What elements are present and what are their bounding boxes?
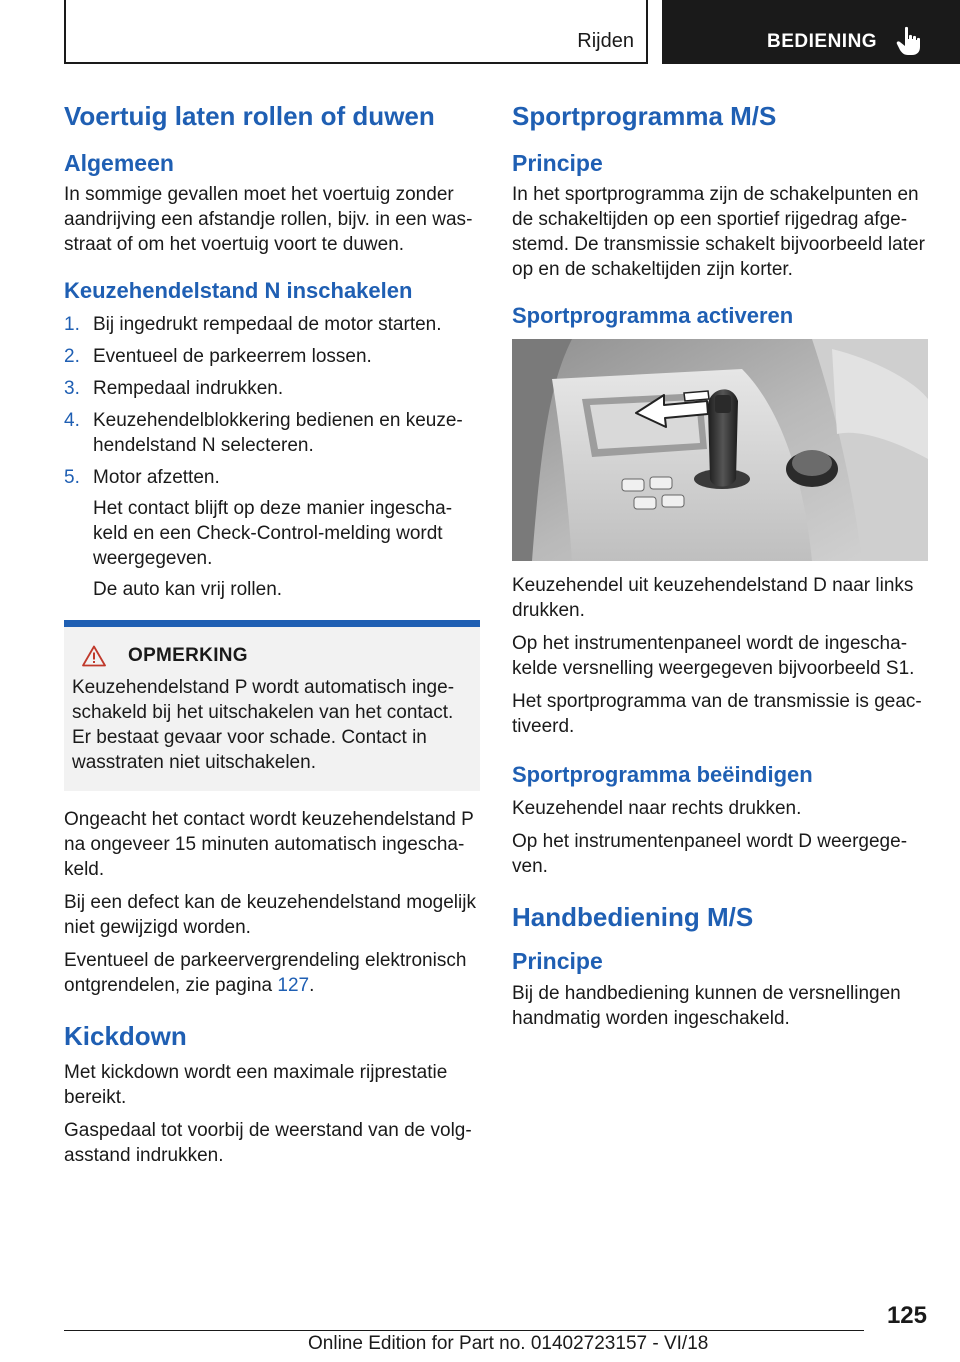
title-kickdown: Kickdown [64,1020,187,1051]
title-roll-push: Voertuig laten rollen of duwen [64,101,435,131]
paragraph: Gaspedaal tot voorbij de weerstand van de volgasstand indrukken. [64,1120,472,1167]
step-number: 4. [64,409,80,431]
title-sport-program: Sportprogramma M/S [512,101,777,131]
gear-selector-photo [512,339,928,561]
paragraph: Bij de handbediening kunnen de versnellingen handmatig worden ingeschakeld. [512,982,901,1029]
step-text: Rempedaal indrukken. [93,377,284,399]
right-column [512,100,928,1039]
step-number: 1. [64,313,80,335]
principle-paragraph: In het sportprogramma zijn de schakelpunten en de schakeltijden op een sportief rijgedrag afgestemd. De transmissie schakelt bijvoorbeeld later op en de schakeltijden zijn korter. [512,184,925,281]
list-item [64,408,480,458]
footer-divider [64,1330,864,1331]
list-item [64,312,480,337]
paragraph: Ongeacht het contact wordt keuzehendelstand P na ongeveer 15 minuten automatisch ingeschakeld. [64,808,474,880]
paragraph: Het sportprogramma van de transmissie is geactiveerd. [512,690,922,737]
paragraph: Keuzehendel naar rechts drukken. [512,797,802,819]
step-text: Motor afzetten. [93,466,220,488]
header-chapter-label: Rijden [577,30,634,52]
note-text: Keuzehendelstand P wordt automatisch ingeschakeld bij het uitschakelen van het contact. Er bestaat gevaar voor schade. Contact in wasstraten niet uitschakelen. [72,676,455,773]
step-text: Bij ingedrukt rempedaal de motor starten. [93,313,442,335]
paragraph: Keuzehendel uit keuzehendelstand D naar links drukken. [512,574,914,621]
paragraph: Bij een defect kan de keuzehendelstand mogelijk niet gewijzigd worden. [64,891,476,938]
paragraph-text: . [309,974,315,996]
paragraph: Op het instrumentenpaneel wordt de ingeschakelde versnelling weergegeven bijvoorbeeld S1. [512,632,915,679]
header-section-tab [662,0,960,64]
step-text: Eventueel de parkeerrem lossen. [93,345,372,367]
subtitle-end: Sportprogramma beëindigen [512,761,813,787]
subtitle-neutral: Keuzehendelstand N inschakelen [64,278,413,304]
step-sub-text: Het contact blijft op deze manier ingeschakeld en een Check-Control-melding wordt weergegeven. [93,497,453,569]
step-number: 2. [64,345,80,367]
pointing-hand-icon [896,26,922,56]
title-manual-mode: Handbediening M/S [512,901,754,932]
note-header [72,645,470,667]
page-reference-link[interactable]: 127 [277,974,310,996]
step-text: Keuzehendelblokkering bedienen en keuzehendelstand N selecteren. [93,409,463,456]
neutral-steps-list [64,312,480,602]
paragraph-with-link [64,948,480,998]
left-column [64,100,480,1176]
list-item [64,465,480,602]
subtitle-activate: Sportprogramma activeren [512,303,794,329]
list-item [64,376,480,401]
subtitle-principle-2: Principe [512,948,603,975]
subtitle-general: Algemeen [64,149,174,176]
note-box [64,620,480,791]
header-chapter-tab [64,0,648,64]
paragraph: Met kickdown wordt een maximale rijprestatie bereikt. [64,1062,448,1109]
step-sub-text: De auto kan vrij rollen. [93,578,283,600]
page-number: 125 [886,1302,927,1329]
subtitle-principle: Principe [512,149,603,176]
note-title: OPMERKING [128,644,248,666]
warning-icon [82,645,106,667]
general-paragraph: In sommige gevallen moet het voertuig zonder aandrijving een afstandje rollen, bijv. in een wasstraat of om het voertuig voort te duwen. [64,184,473,256]
list-item [64,344,480,369]
paragraph-text: Eventueel de parkeervergrendeling elektronisch ontgrendelen, zie pagina [64,949,467,996]
footer-edition: Online Edition for Part no. 01402723157 - VI/18 [308,1333,709,1354]
header-section-label: BEDIENING [767,31,878,52]
step-number: 5. [64,466,80,488]
paragraph: Op het instrumentenpaneel wordt D weergegeven. [512,830,908,877]
step-number: 3. [64,377,80,399]
